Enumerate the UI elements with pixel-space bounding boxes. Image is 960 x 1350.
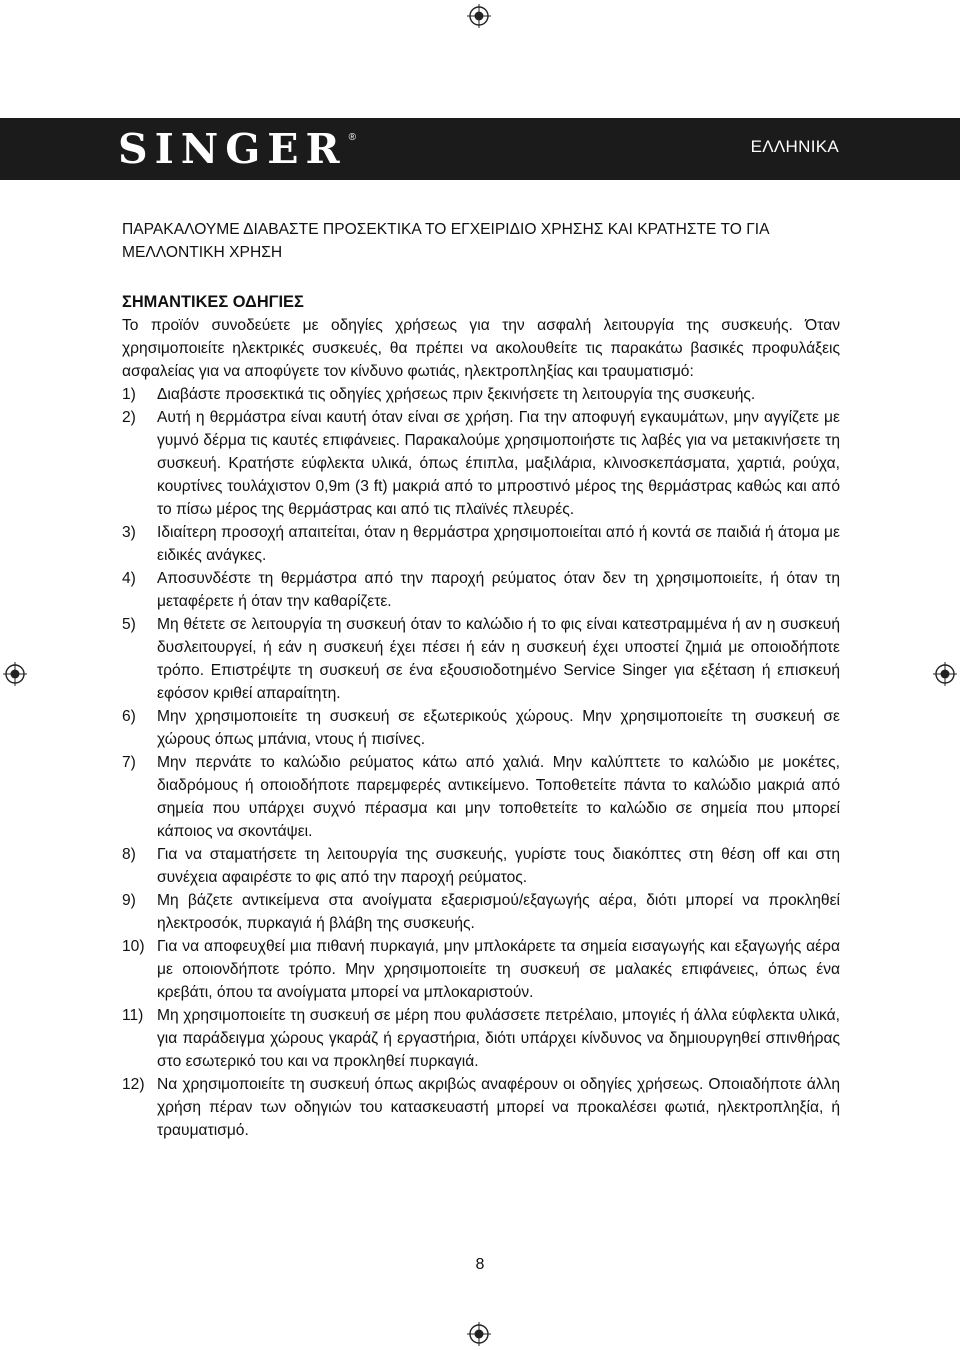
registration-mark-top-icon <box>467 4 491 28</box>
item-number: 8) <box>122 846 136 863</box>
item-number: 2) <box>122 409 136 426</box>
item-number: 1) <box>122 386 136 403</box>
item-number: 4) <box>122 570 136 587</box>
item-number: 3) <box>122 524 136 541</box>
item-number: 9) <box>122 892 136 909</box>
item-text: Ιδιαίτερη προσοχή απαιτείται, όταν η θερμάστρα χρησιμοποιείται από ή κοντά σε παιδιά ή άτομα με ειδικές ανάγκες. <box>157 524 840 564</box>
list-item <box>122 1004 840 1073</box>
list-item <box>122 406 840 521</box>
instruction-list <box>122 383 840 1142</box>
item-number: 11) <box>122 1007 144 1024</box>
item-text: Διαβάστε προσεκτικά τις οδηγίες χρήσεως πριν ξεκινήσετε τη λειτουργία της συσκευής. <box>157 386 756 403</box>
section-title: ΣΗΜΑΝΤΙΚΕΣ ΟΔΗΓΙΕΣ <box>122 293 304 311</box>
item-text: Για να σταματήσετε τη λειτουργία της συσκευής, γυρίστε τους διακόπτες στη θέση off και στη συνέχεια αφαιρέστε το φις από την παροχή ρεύματος. <box>157 846 840 886</box>
list-item <box>122 935 840 1004</box>
item-text: Αυτή η θερμάστρα είναι καυτή όταν είναι σε χρήση. Για την αποφυγή εγκαυμάτων, μην αγγίζετε με γυμνό δέρμα τις καυτές επιφάνειες. Παρακαλούμε χρησιμοποιήστε τις λαβές για να μετακινήσετε τη συσκευή. Κρατήστε εύφλεκτα υλικά, όπως έπιπλα, μαξιλάρια, κλινοσκεπάσματα, χαρτιά, ρούχα, κουρτίνες τουλάχιστον 0,9m (3 ft) μακριά από το μπροστινό μέρος της θερμάστρας καθώς και από το πίσω μέρος της θερμάστρας και από τις πλαϊνές πλευρές. <box>157 409 840 518</box>
list-item <box>122 521 840 567</box>
registration-mark-bottom-icon <box>467 1322 491 1346</box>
item-number: 12) <box>122 1076 145 1093</box>
item-text: Μην χρησιμοποιείτε τη συσκευή σε εξωτερικούς χώρους. Μην χρησιμοποιείτε τη συσκευή σε χώρους όπως μπάνια, ντους ή πισίνες. <box>157 708 840 748</box>
registration-mark-right-icon <box>933 662 957 686</box>
item-number: 6) <box>122 708 136 725</box>
page-number: 8 <box>475 1256 485 1273</box>
item-number: 10) <box>122 938 145 955</box>
item-text: Μη βάζετε αντικείμενα στα ανοίγματα εξαερισμού/εξαγωγής αέρα, διότι μπορεί να προκληθεί ηλεκτροσόκ, πυρκαγιά ή βλάβη της συσκευής. <box>157 892 840 932</box>
section-paragraph: Το προϊόν συνοδεύετε με οδηγίες χρήσεως για την ασφαλή λειτουργία της συσκευής. Όταν χρησιμοποιείτε ηλεκτρικές συσκευές, θα πρέπει να ακολουθείτε τις παρακάτω βασικές προφυλάξεις ασφαλείας για να αποφύγετε τον κίνδυνο φωτιάς, ηλεκτροπληξίας και τραυματισμό: <box>122 317 840 380</box>
list-item <box>122 889 840 935</box>
item-text: Να χρησιμοποιείτε τη συσκευή όπως ακριβώς αναφέρουν οι οδηγίες χρήσεως. Οποιαδήποτε άλλη χρήση πέραν των οδηγιών του κατασκευαστή μπορεί να προκαλέσει φωτιά, ηλεκτροπληξία, ή τραυματισμό. <box>157 1076 840 1139</box>
brand-name: SINGER <box>118 125 347 173</box>
item-number: 5) <box>122 616 136 633</box>
item-text: Μη χρησιμοποιείτε τη συσκευή σε μέρη που φυλάσσετε πετρέλαιο, μπογιές ή άλλα εύφλεκτα υλικά, για παράδειγμα χώρους γκαράζ ή εργαστήρια, διότι υπάρχει κίνδυνος να δημιουργηθεί σπινθήρας στο εσωτερικό του και να προκληθεί πυρκαγιά. <box>157 1007 840 1070</box>
singer-logo <box>118 120 356 178</box>
registration-mark-left-icon <box>3 662 27 686</box>
item-text: Για να αποφευχθεί μια πιθανή πυρκαγιά, μην μπλοκάρετε τα σημεία εισαγωγής και εξαγωγής αέρα με οποιονδήποτε τρόπο. Μην χρησιμοποιείτε τη συσκευή σε μαλακές επιφάνειες, όπως ένα κρεβάτι, όπου τα ανοίγματα μπορεί να μπλοκαριστούν. <box>157 938 840 1001</box>
registered-mark: ® <box>348 132 356 143</box>
item-text: Αποσυνδέστε τη θερμάστρα από την παροχή ρεύματος όταν δεν τη χρησιμοποιείτε, ή όταν τη μεταφέρετε ή όταν την καθαρίζετε. <box>157 570 840 610</box>
item-number: 7) <box>122 754 136 771</box>
list-item <box>122 383 840 406</box>
item-text: Μη θέτετε σε λειτουργία τη συσκευή όταν το καλώδιο ή το φις είναι κατεστραμμένα ή αν η συσκευή δυσλειτουργεί, ή εάν η συσκευή έχει πέσει ή εάν η συσκευή έχει υποστεί ζημιά με οποιοδήποτε τρόπο. Επιστρέψτε τη συσκευή σε ένα εξουσιοδοτημένο Service Singer για εξέταση ή επισκευή εφόσον κριθεί απαραίτητη. <box>157 616 840 702</box>
list-item <box>122 613 840 705</box>
list-item <box>122 751 840 843</box>
document-body <box>122 218 840 1142</box>
item-text: Μην περνάτε το καλώδιο ρεύματος κάτω από χαλιά. Μην καλύπτετε το καλώδιο με μοκέτες, διαδρόμους ή οποιοδήποτε παρεμφερές αντικείμενο. Τοποθετείτε πάντα το καλώδιο μακριά από σημεία που υπάρχει συχνό πέρασμα και μην τοποθετείτε το καλώδιο σε σημεία που μπορεί κάποιος να σκοντάψει. <box>157 754 840 840</box>
intro-notice: ΠΑΡΑΚΑΛΟΥΜΕ ΔΙΑΒΑΣΤΕ ΠΡΟΣΕΚΤΙΚΑ ΤΟ ΕΓΧΕΙΡΙΔΙΟ ΧΡΗΣΗΣ ΚΑΙ ΚΡΑΤΗΣΤΕ ΤΟ ΓΙΑ ΜΕΛΛΟΝΤΙΚΗ ΧΡΗΣΗ <box>122 221 769 261</box>
list-item <box>122 1073 840 1142</box>
language-label: ΕΛΛΗΝΙΚΑ <box>750 137 839 156</box>
list-item <box>122 843 840 889</box>
list-item <box>122 567 840 613</box>
list-item <box>122 705 840 751</box>
